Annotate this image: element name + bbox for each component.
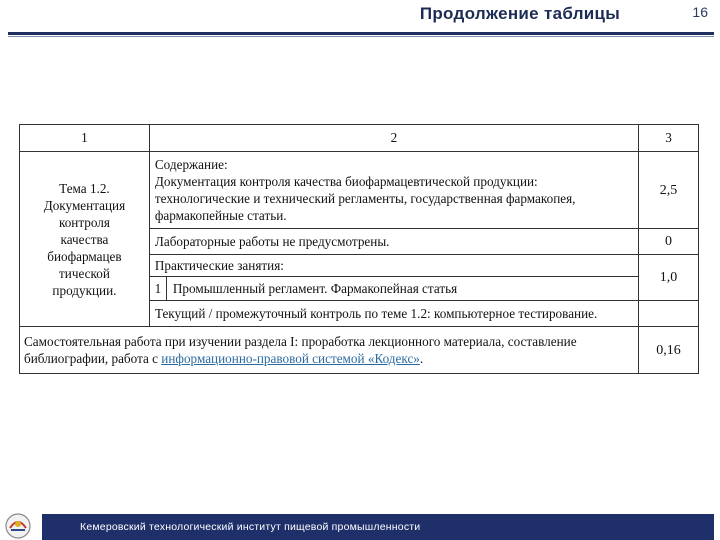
- self-work-hours: 0,16: [639, 327, 699, 374]
- curriculum-table: [19, 124, 699, 374]
- header-divider-thin: [8, 36, 714, 37]
- control-cell: Текущий / промежуточный контроль по теме 1.2: компьютерное тестирование.: [149, 301, 638, 327]
- content-heading: Содержание:: [154, 157, 228, 172]
- topic-line: тической: [59, 266, 110, 281]
- table-row-self-work: [20, 327, 699, 374]
- practice-item-cell: [149, 277, 638, 301]
- self-work-cell: [20, 327, 639, 374]
- kodeks-link[interactable]: информационно-правовой системой «Кодекс»: [161, 351, 420, 366]
- page-number: 16: [692, 4, 708, 20]
- topic-line: контроля: [58, 215, 110, 230]
- topic-cell: [20, 152, 150, 327]
- column-header-1: 1: [20, 125, 150, 152]
- footer-institution: Кемеровский технологический институт пищевой промышленности: [80, 521, 421, 533]
- content-cell: [149, 152, 638, 229]
- content-text: Документация контроля качества биофармацевтической продукции: технологические и технический регламенты, государственная фармакопея, фармакопейные статьи.: [154, 174, 576, 223]
- practice-hours: 1,0: [639, 255, 699, 301]
- table-row-content: [20, 152, 699, 229]
- column-header-2: 2: [149, 125, 638, 152]
- labs-cell: Лабораторные работы не предусмотрены.: [149, 229, 638, 255]
- topic-line: Тема 1.2.: [59, 181, 110, 196]
- practice-heading: Практические занятия:: [149, 255, 638, 277]
- header-divider: [8, 32, 714, 35]
- topic-line: Документация: [43, 198, 126, 213]
- institute-logo-icon: [3, 512, 33, 540]
- topic-line: качества: [60, 232, 109, 247]
- page-title: Продолжение таблицы: [419, 4, 621, 23]
- labs-hours: 0: [639, 229, 699, 255]
- practice-number: 1: [150, 277, 167, 300]
- content-hours: 2,5: [639, 152, 699, 229]
- topic-line: продукции.: [52, 283, 117, 298]
- table-header-row: [20, 125, 699, 152]
- self-work-end: .: [419, 351, 424, 366]
- self-work-text: Самостоятельная работа при изучении раздела I: проработка лекционного материала, составление библиографии, работа с: [24, 334, 577, 366]
- topic-line: биофармацев: [47, 249, 122, 264]
- control-hours-empty: [639, 301, 699, 327]
- practice-text: Промышленный регламент. Фармакопейная статья: [172, 281, 458, 296]
- column-header-3: 3: [639, 125, 699, 152]
